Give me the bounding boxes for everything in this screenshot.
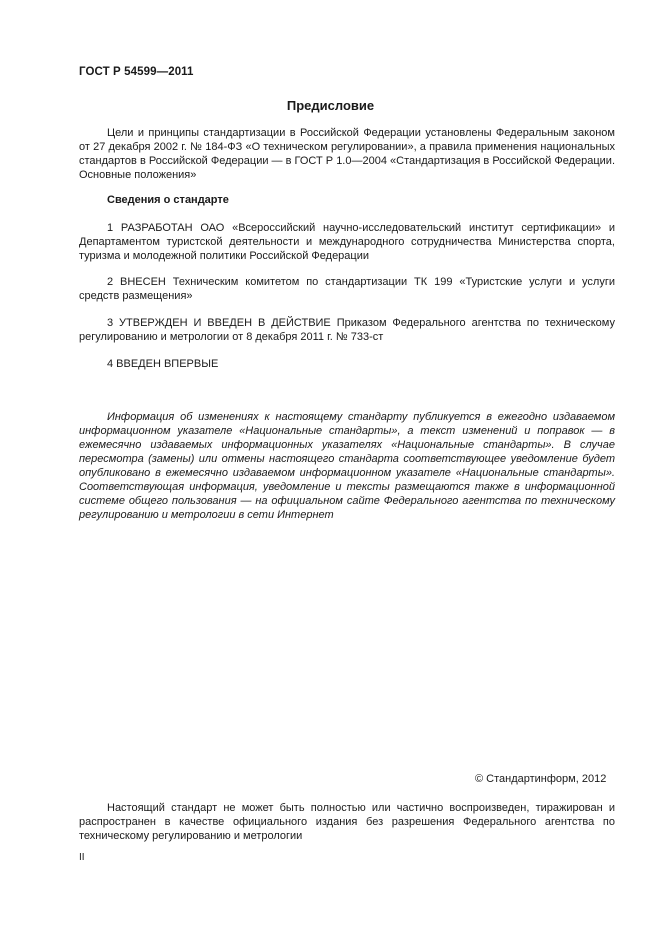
reproduction-notice: [79, 801, 615, 843]
notice-paragraph: [79, 410, 615, 522]
section-heading: Сведения о стандарте: [107, 194, 229, 206]
copyright-line: © Стандартинформ, 2012: [475, 773, 607, 785]
document-code: ГОСТ Р 54599—2011: [79, 66, 194, 78]
item-3: [79, 316, 615, 344]
item-2-text: 2 ВНЕСЕН Техническим комитетом по стандартизации ТК 199 «Туристские услуги и услуги средств размещения»: [79, 276, 615, 302]
item-4-text: 4 ВВЕДЕН ВПЕРВЫЕ: [107, 358, 219, 370]
item-4: [79, 357, 615, 371]
item-2: [79, 275, 615, 303]
notice-text: Информация об изменениях к настоящему стандарту публикуется в ежегодно издаваемом информационном указателе «Национальные стандарты», а текст изменений и поправок — в ежемесячно издаваемых информационных указателях «Национальные стандарты». В случае пересмотра (замены) или отмены настоящего стандарта соответствующее уведомление будет опубликовано в ежемесячно издаваемом информационном указателе «Национальные стандарты». Соответствующая информация, уведомление и тексты размещаются также в информационной системе общего пользования — на официальном сайте Федерального агентства по техническому регулированию и метрологии в сети Интернет: [79, 411, 615, 521]
item-1: [79, 221, 615, 263]
reproduction-notice-text: Настоящий стандарт не может быть полностью или частично воспроизведен, тиражирован и распространен в качестве официального издания без разрешения Федерального агентства по техническому регулированию и метрологии: [79, 802, 615, 842]
intro-text: Цели и принципы стандартизации в Российской Федерации установлены Федеральным законом от 27 декабря 2002 г. № 184-ФЗ «О техническом регулировании», а правила применения национальных стандартов в Российской Федерации — в ГОСТ Р 1.0—2004 «Стандартизация в Российской Федерации. Основные положения»: [79, 127, 615, 181]
page-number: II: [79, 852, 85, 863]
intro-paragraph: [79, 126, 615, 182]
item-3-text: 3 УТВЕРЖДЕН И ВВЕДЕН В ДЕЙСТВИЕ Приказом Федерального агентства по техническому регулированию и метрологии от 8 декабря 2011 г. № 733-ст: [79, 317, 615, 343]
item-1-text: 1 РАЗРАБОТАН ОАО «Всероссийский научно-исследовательский институт сертификации» и Департаментом туристской деятельности и международного сотрудничества Министерства спорта, туризма и молодежной политики Российской Федерации: [79, 222, 615, 262]
page-title: Предисловие: [286, 98, 375, 113]
section-heading-block: [79, 193, 615, 207]
